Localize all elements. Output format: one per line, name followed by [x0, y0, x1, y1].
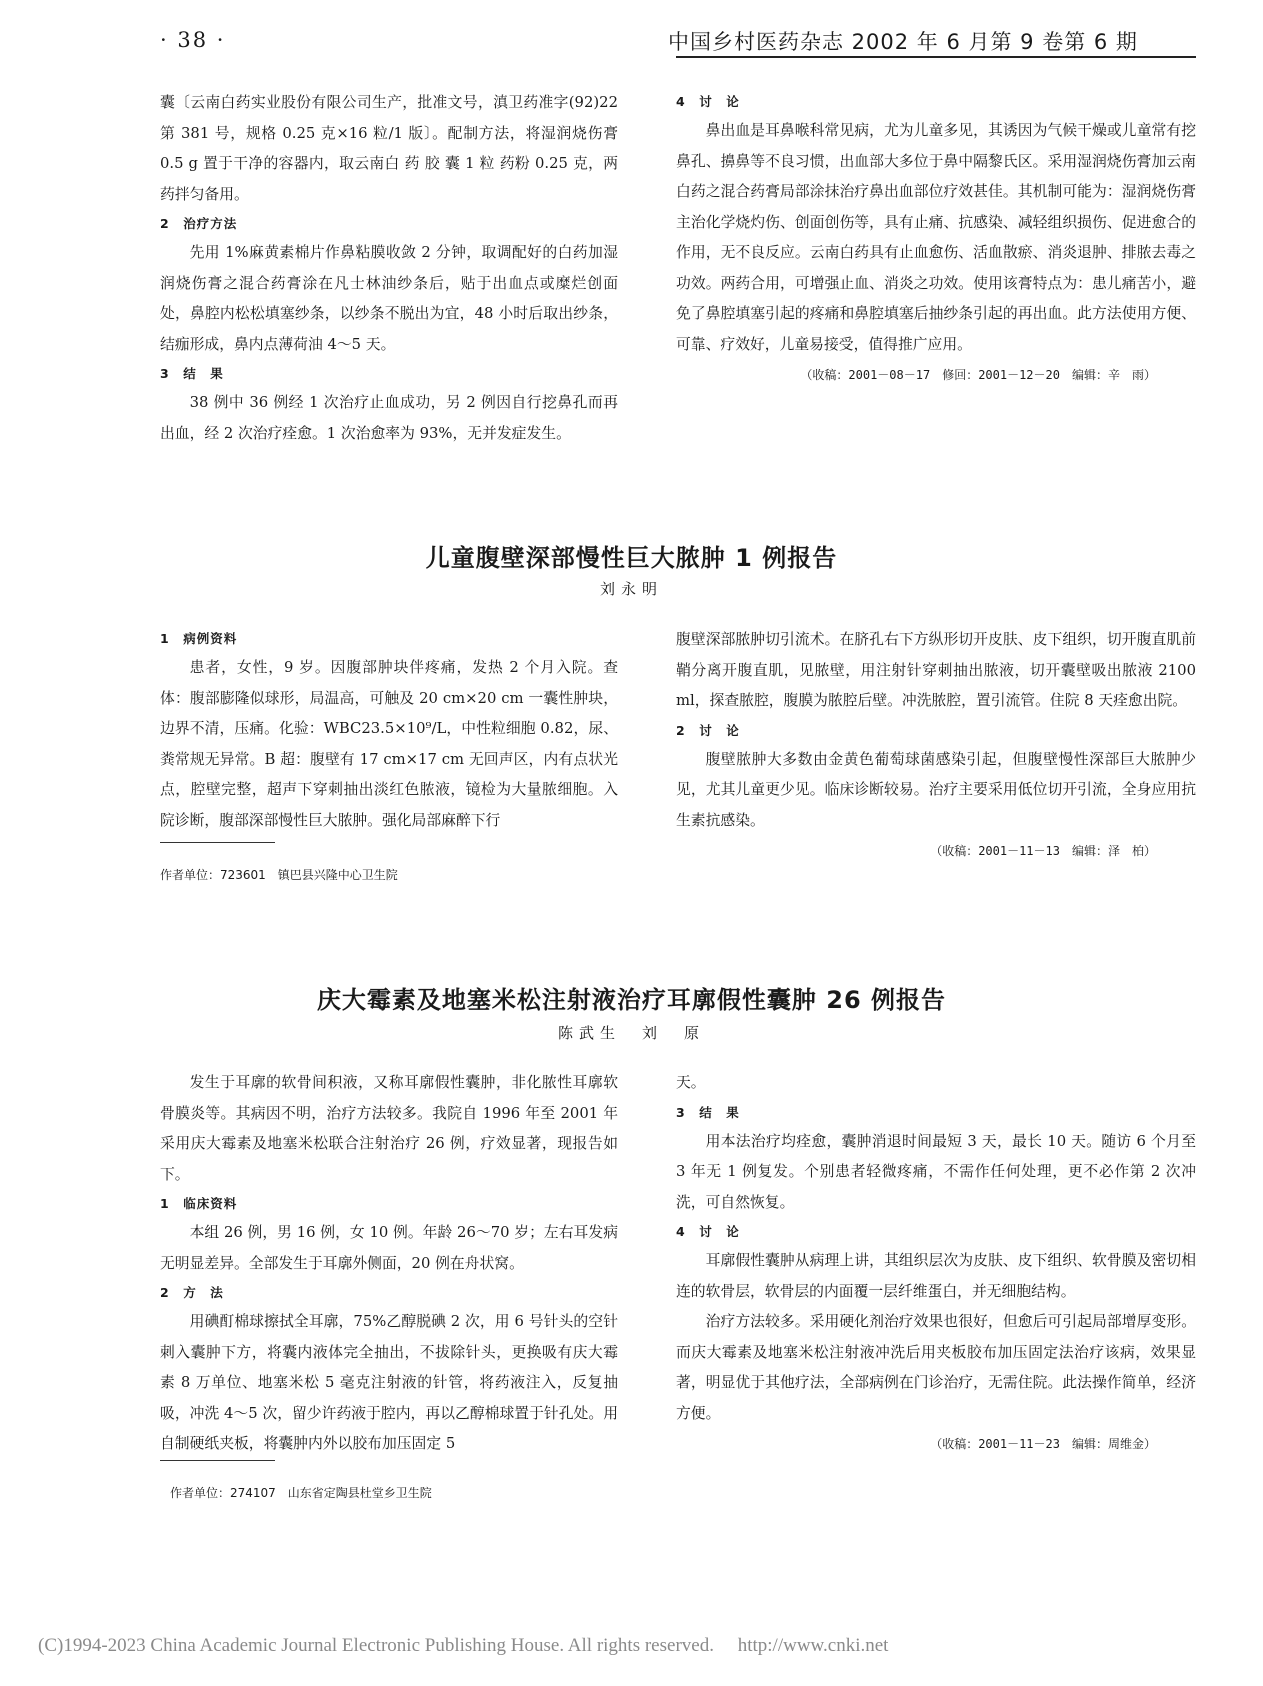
received-note: （收稿：2001－11－13 编辑：泽 柏） [930, 844, 1156, 858]
paragraph: 囊〔云南白药实业股份有限公司生产，批准文号，滇卫药准字(92)22 第 381 号，规格 0.25 克×16 粒/1 版〕。配制方法，将湿润烧伤膏 0.5 g 置于干净的容器内，取云南白 药 胶 囊 1 粒 药粉 0.25 克，两药拌匀备用。 [160, 94, 618, 203]
section-heading: 1 临床资料 [160, 1196, 238, 1211]
article1-right-column [676, 88, 1196, 391]
paragraph: 发生于耳廓的软骨间积液，又称耳廓假性囊肿，非化脓性耳廓软骨膜炎等。其病因不明，治疗方法较多。我院自 1996 年至 2001 年采用庆大霉素及地塞米松联合注射治疗 26 例，疗效显著，现报告如下。 [160, 1074, 618, 1183]
received-note: （收稿：2001－08－17 修回：2001－12－20 编辑：辛 雨） [800, 368, 1156, 382]
article3-author: 陈武生 刘 原 [557, 1024, 705, 1042]
section-heading: 1 病例资料 [160, 631, 238, 646]
received-note: （收稿：2001－11－23 编辑：周维金） [930, 1437, 1156, 1451]
page-number: · 38 · [160, 28, 226, 52]
header-rule [676, 56, 1196, 58]
paragraph: 患者，女性，9 岁。因腹部肿块伴疼痛，发热 2 个月入院。查体：腹部膨隆似球形，局温高，可触及 20 cm×20 cm 一囊性肿块，边界不清，压痛。化验：WBC23.5×10⁹/L，中性粒细胞 0.82，尿、粪常规无异常。B 超：腹壁有 17 cm×17 cm 无回声区，内有点状光点，腔壁完整，超声下穿刺抽出淡红色脓液，镜检为大量脓细胞。入院诊断，腹部深部慢性巨大脓肿。强化局部麻醉下行 [160, 659, 618, 829]
article2-left-column [160, 625, 618, 836]
paragraph: 腹壁脓肿大多数由金黄色葡萄球菌感染引起，但腹壁慢性深部巨大脓肿少见，尤其儿童更少见。临床诊断较易。治疗主要采用低位切开引流，全身应用抗生素抗感染。 [676, 750, 1196, 829]
affiliation-footnote: 作者单位：723601 镇巴县兴隆中心卫生院 [160, 868, 398, 882]
section-heading: 4 讨 论 [676, 1224, 740, 1239]
section-heading: 2 治疗方法 [160, 216, 238, 231]
journal-header: 中国乡村医药杂志 2002 年 6 月第 9 卷第 6 期 [668, 30, 1138, 54]
paragraph: 腹壁深部脓肿切引流术。在脐孔右下方纵形切开皮肤、皮下组织，切开腹直肌前鞘分离开腹直肌，见脓壁，用注射针穿刺抽出脓液，切开囊壁吸出脓液 2100 ml，探查脓腔，腹膜为脓腔后壁。冲洗脓腔，置引流管。住院 8 天痊愈出院。 [676, 631, 1196, 709]
paragraph: 治疗方法较多。采用硬化剂治疗效果也很好，但愈后可引起局部增厚变形。而庆大霉素及地塞米松注射液冲洗后用夹板胶布加压固定法治疗该病，效果显著，明显优于其他疗法，全部病例在门诊治疗，无需住院。此法操作简单，经济方便。 [676, 1313, 1196, 1422]
paragraph: 38 例中 36 例经 1 次治疗止血成功，另 2 例因自行挖鼻孔而再出血，经 2 次治疗痊愈。1 次治愈率为 93%，无并发症发生。 [160, 394, 618, 442]
paragraph: 用本法治疗均痊愈，囊肿消退时间最短 3 天，最长 10 天。随访 6 个月至 3 年无 1 例复发。个别患者轻微疼痛，不需作任何处理，更不必作第 2 次冲洗，可自然恢复。 [676, 1132, 1196, 1211]
footnote-rule [160, 842, 275, 843]
article3-title: 庆大霉素及地塞米松注射液治疗耳廓假性囊肿 26 例报告 [316, 986, 947, 1014]
section-heading: 3 结 果 [160, 366, 224, 381]
paragraph: 本组 26 例，男 16 例，女 10 例。年龄 26～70 岁；左右耳发病无明显差异。全部发生于耳廓外侧面，20 例在舟状窝。 [160, 1224, 618, 1272]
section-heading: 3 结 果 [676, 1104, 740, 1120]
section-heading: 2 讨 论 [676, 722, 740, 738]
section-heading: 2 方 法 [160, 1285, 224, 1300]
affiliation-footnote: 作者单位：274107 山东省定陶县杜堂乡卫生院 [170, 1486, 432, 1500]
copyright-notice: (C)1994-2023 China Academic Journal Electronic Publishing House. All rights reserved. http://www.cnki.net [38, 1635, 889, 1656]
article2-right-column [676, 625, 1196, 867]
paragraph: 用碘酊棉球擦拭全耳廓，75%乙醇脱碘 2 次，用 6 号针头的空针刺入囊肿下方，将囊内液体完全抽出，不拔除针头，更换吸有庆大霉素 8 万单位、地塞米松 5 毫克注射液的针管，将药液注入，反复抽吸，冲洗 4～5 次，留少许药液于腔内，再以乙醇棉球置于针孔处。用自制硬纸夹板，将囊肿内外以胶布加压固定 5 [160, 1313, 618, 1452]
article2-author: 刘永明 [599, 580, 663, 598]
paragraph: 天。 [676, 1074, 706, 1091]
article2-title: 儿童腹壁深部慢性巨大脓肿 1 例报告 [425, 544, 838, 572]
paragraph: 耳廓假性囊肿从病理上讲，其组织层次为皮肤、皮下组织、软骨膜及密切相连的软骨层，软骨层的内面覆一层纤维蛋白，并无细胞结构。 [676, 1252, 1196, 1300]
article1-left-column [160, 88, 618, 449]
article3-right-column [676, 1068, 1196, 1460]
footnote-rule [160, 1460, 275, 1461]
paragraph: 先用 1%麻黄素棉片作鼻粘膜收敛 2 分钟，取调配好的白药加湿润烧伤膏之混合药膏涂在凡士林油纱条后，贴于出血点或糜烂创面处，鼻腔内松松填塞纱条，以纱条不脱出为宜，48 小时后取出纱条，结痂形成，鼻内点薄荷油 4～5 天。 [160, 244, 618, 353]
paragraph: 鼻出血是耳鼻喉科常见病，尤为儿童多见，其诱因为气候干燥或儿童常有挖鼻孔、擤鼻等不良习惯，出血部大多位于鼻中隔黎氏区。采用湿润烧伤膏加云南白药之混合药膏局部涂抹治疗鼻出血部位疗效甚佳。其机制可能为：湿润烧伤膏主治化学烧灼伤、创面创伤等，具有止痛、抗感染、减轻组织损伤、促进愈合的作用，无不良反应。云南白药具有止血愈伤、活血散瘀、消炎退肿、排脓去毒之功效。两药合用，可增强止血、消炎之功效。使用该膏特点为：患儿痛苦小，避免了鼻腔填塞引起的疼痛和鼻腔填塞后抽纱条引起的再出血。此方法使用方便、可靠、疗效好，儿童易接受，值得推广应用。 [676, 122, 1196, 353]
article3-left-column [160, 1068, 618, 1460]
section-heading: 4 讨 论 [676, 94, 740, 109]
